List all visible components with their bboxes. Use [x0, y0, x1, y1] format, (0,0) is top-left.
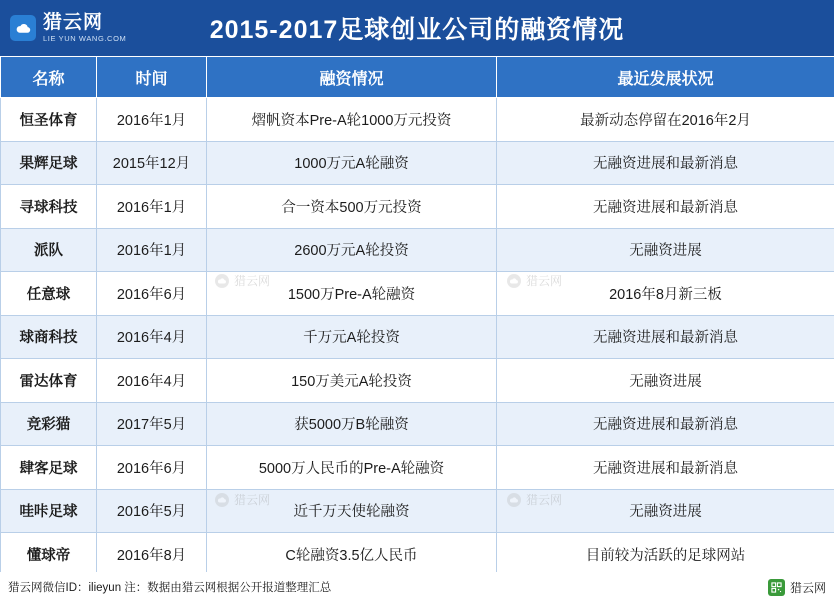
column-header-status: 最近发展状况 — [497, 57, 834, 98]
cell-name: 球商科技 — [1, 315, 97, 359]
column-header-name: 名称 — [1, 57, 97, 98]
table-row — [1, 533, 834, 573]
cell-funding: C轮融资3.5亿人民币 — [207, 533, 497, 573]
cell-funding: 5000万人民币的Pre-A轮融资 — [207, 446, 497, 490]
cell-name: 寻球科技 — [1, 185, 97, 229]
cell-time: 2016年6月 — [97, 272, 207, 316]
cell-status: 无融资进展和最新消息 — [497, 185, 834, 229]
table-row — [1, 228, 834, 272]
watermark-label: 猎云网 — [234, 493, 271, 507]
cell-funding: 150万美元A轮投资 — [207, 359, 497, 403]
cell-funding: 近千万天使轮融资 — [207, 489, 497, 533]
cell-time: 2017年5月 — [97, 402, 207, 446]
table-row — [1, 402, 834, 446]
cell-name: 哇咔足球 — [1, 489, 97, 533]
cell-time: 2016年4月 — [97, 359, 207, 403]
footer-brand-label: 猎云网 — [789, 580, 826, 595]
column-header-time: 时间 — [97, 57, 207, 98]
funding-table — [0, 56, 834, 572]
cell-name: 雷达体育 — [1, 359, 97, 403]
cell-funding: 1500万Pre-A轮融资 — [207, 272, 497, 316]
watermark-label: 猎云网 — [526, 493, 563, 507]
qr-code-icon — [768, 579, 785, 596]
cell-name: 派队 — [1, 228, 97, 272]
table-header-row — [1, 57, 834, 98]
cell-funding: 合一资本500万元投资 — [207, 185, 497, 229]
brand-name-en: LIE YUN WANG.COM — [43, 34, 127, 44]
column-header-funding: 融资情况 — [207, 57, 497, 98]
header-bar — [0, 0, 834, 56]
cloud-icon — [10, 15, 36, 41]
cell-time: 2016年1月 — [97, 98, 207, 142]
cell-status: 无融资进展 — [497, 228, 834, 272]
cell-time: 2016年6月 — [97, 446, 207, 490]
table-container — [0, 56, 834, 572]
watermark-label: 猎云网 — [234, 274, 271, 288]
table-row — [1, 272, 834, 316]
table-row — [1, 185, 834, 229]
table-row — [1, 359, 834, 403]
table-row — [1, 489, 834, 533]
cell-status: 无融资进展 — [497, 359, 834, 403]
cell-status: 目前较为活跃的足球网站 — [497, 533, 834, 573]
page-title: 2015-2017足球创业公司的融资情况 — [209, 16, 625, 44]
cell-funding: 获5000万B轮融资 — [207, 402, 497, 446]
cell-status: 2016年8月新三板 — [497, 272, 834, 316]
cell-name: 恒圣体育 — [1, 98, 97, 142]
cell-name: 任意球 — [1, 272, 97, 316]
cell-time: 2016年8月 — [97, 533, 207, 573]
brand-name-cn: 猎云网 — [43, 12, 104, 34]
cell-funding: 1000万元A轮融资 — [207, 141, 497, 185]
cell-status: 无融资进展和最新消息 — [497, 315, 834, 359]
cell-funding: 千万元A轮投资 — [207, 315, 497, 359]
cell-name: 果辉足球 — [1, 141, 97, 185]
footer-brand-group — [768, 572, 826, 602]
footer-note: 猎云网微信ID：ilieyun 注：数据由猎云网根据公开报道整理汇总 — [8, 582, 332, 594]
cell-time: 2016年1月 — [97, 228, 207, 272]
brand-logo — [0, 13, 180, 43]
cell-funding: 2600万元A轮投资 — [207, 228, 497, 272]
table-body — [1, 98, 834, 573]
table-row — [1, 315, 834, 359]
table-row — [1, 141, 834, 185]
cell-name: 竞彩猫 — [1, 402, 97, 446]
cell-status: 无融资进展 — [497, 489, 834, 533]
watermark-label: 猎云网 — [526, 274, 563, 288]
cell-time: 2015年12月 — [97, 141, 207, 185]
table-head — [1, 57, 834, 98]
cell-status: 无融资进展和最新消息 — [497, 402, 834, 446]
cell-status: 最新动态停留在2016年2月 — [497, 98, 834, 142]
cell-time: 2016年5月 — [97, 489, 207, 533]
cell-name: 肆客足球 — [1, 446, 97, 490]
brand-logo-text — [43, 13, 126, 43]
table-row — [1, 446, 834, 490]
cell-time: 2016年4月 — [97, 315, 207, 359]
cell-time: 2016年1月 — [97, 185, 207, 229]
cell-status: 无融资进展和最新消息 — [497, 446, 834, 490]
table-row — [1, 98, 834, 142]
cell-name: 懂球帝 — [1, 533, 97, 573]
cell-funding: 熠帆资本Pre-A轮1000万元投资 — [207, 98, 497, 142]
footer-bar — [0, 572, 834, 602]
cell-status: 无融资进展和最新消息 — [497, 141, 834, 185]
